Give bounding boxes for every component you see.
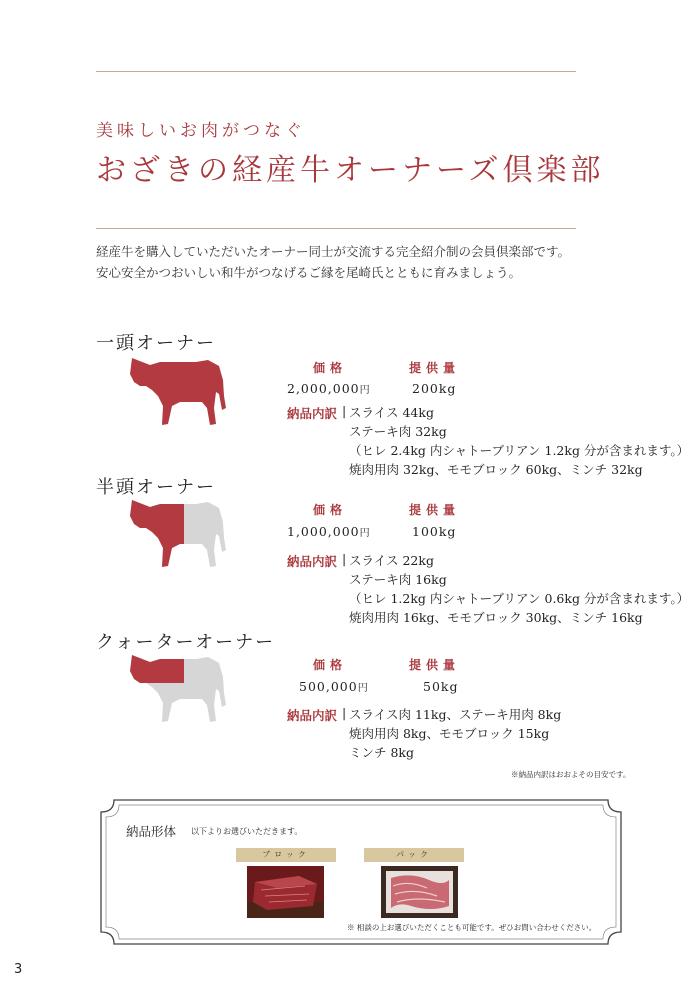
price-header: 価格 [313,361,348,375]
cow-half-icon [122,498,232,570]
contents-item: ステーキ肉 32kg [349,424,447,439]
price-value [299,679,369,694]
supply-header: 提供量 [409,503,461,517]
plan-title-whole: 一頭オーナー [96,333,216,354]
contents-item: ミンチ 8kg [349,745,415,760]
yen-unit: 円 [359,528,371,539]
contents-item: （ヒレ 1.2kg 内シャトーブリアン 0.6kg 分が含まれます。） [349,591,690,606]
cow-quarter-icon [122,653,232,725]
contents-separator: | [342,403,347,418]
block-meat-photo [247,866,324,918]
yen-unit: 円 [357,683,369,694]
cow-whole-icon [122,356,232,428]
contents-item: 焼肉用肉 8kg、モモブロック 15kg [349,726,550,741]
price-amount: 2,000,000 [287,381,360,396]
contents-item: 焼肉用肉 32kg、モモブロック 60kg、ミンチ 32kg [349,462,643,477]
top-rule [96,71,576,72]
supply-header: 提供量 [409,658,461,672]
contents-item: （ヒレ 2.4kg 内シャトーブリアン 1.2kg 分が含まれます。） [349,443,690,458]
title-rule [96,228,576,229]
contents-label: 納品内訳 [287,554,338,569]
plan-title-quarter: クォーターオーナー [96,632,276,653]
option-block-label: ブロック [236,848,336,862]
contents-label: 納品内訳 [287,406,338,421]
delivery-note: ※ 相談の上お選びいただくことも可能です。ぜひお問い合わせください。 [347,923,597,932]
contents-item: スライス 44kg [349,405,434,420]
page-number: 3 [14,962,23,977]
contents-item: ステーキ肉 16kg [349,572,447,587]
price-header: 価格 [313,658,348,672]
supply-value: 50kg [423,679,459,694]
contents-separator: | [342,551,347,566]
plan-title-half: 半頭オーナー [96,477,216,498]
page-subtitle: 美味しいお肉がつなぐ [96,121,306,141]
intro-line-2: 安心安全かつおいしい和牛がつなげるご縁を尾崎氏とともに育みましょう。 [96,265,522,280]
contents-separator: | [342,705,347,720]
price-value [287,524,371,539]
delivery-title: 納品形体 [126,824,177,839]
intro-line-1: 経産牛を購入していただいたオーナー同士が交流する完全紹介制の会員倶楽部です。 [96,244,571,259]
price-amount: 1,000,000 [287,524,360,539]
contents-list [349,705,561,762]
price-amount: 500,000 [299,679,358,694]
contents-list [349,551,689,627]
supply-header: 提供量 [409,361,461,375]
price-value [287,381,371,396]
contents-item: 焼肉用肉 16kg、モモブロック 30kg、ミンチ 16kg [349,610,643,625]
contents-item: スライス肉 11kg、ステーキ用肉 8kg [349,707,562,722]
contents-note: ※納品内訳はおおよその目安です。 [511,770,631,779]
delivery-subtitle: 以下よりお選びいただきます。 [191,827,303,836]
price-header: 価格 [313,503,348,517]
pack-meat-photo [381,866,458,918]
contents-label: 納品内訳 [287,708,338,723]
contents-list [349,403,689,479]
supply-value: 200kg [412,381,457,396]
supply-value: 100kg [412,524,457,539]
option-pack-label: パック [364,848,464,862]
intro-text [96,241,570,283]
yen-unit: 円 [359,385,371,396]
page-title: おざきの経産牛オーナーズ倶楽部 [96,153,605,188]
contents-item: スライス 22kg [349,553,434,568]
